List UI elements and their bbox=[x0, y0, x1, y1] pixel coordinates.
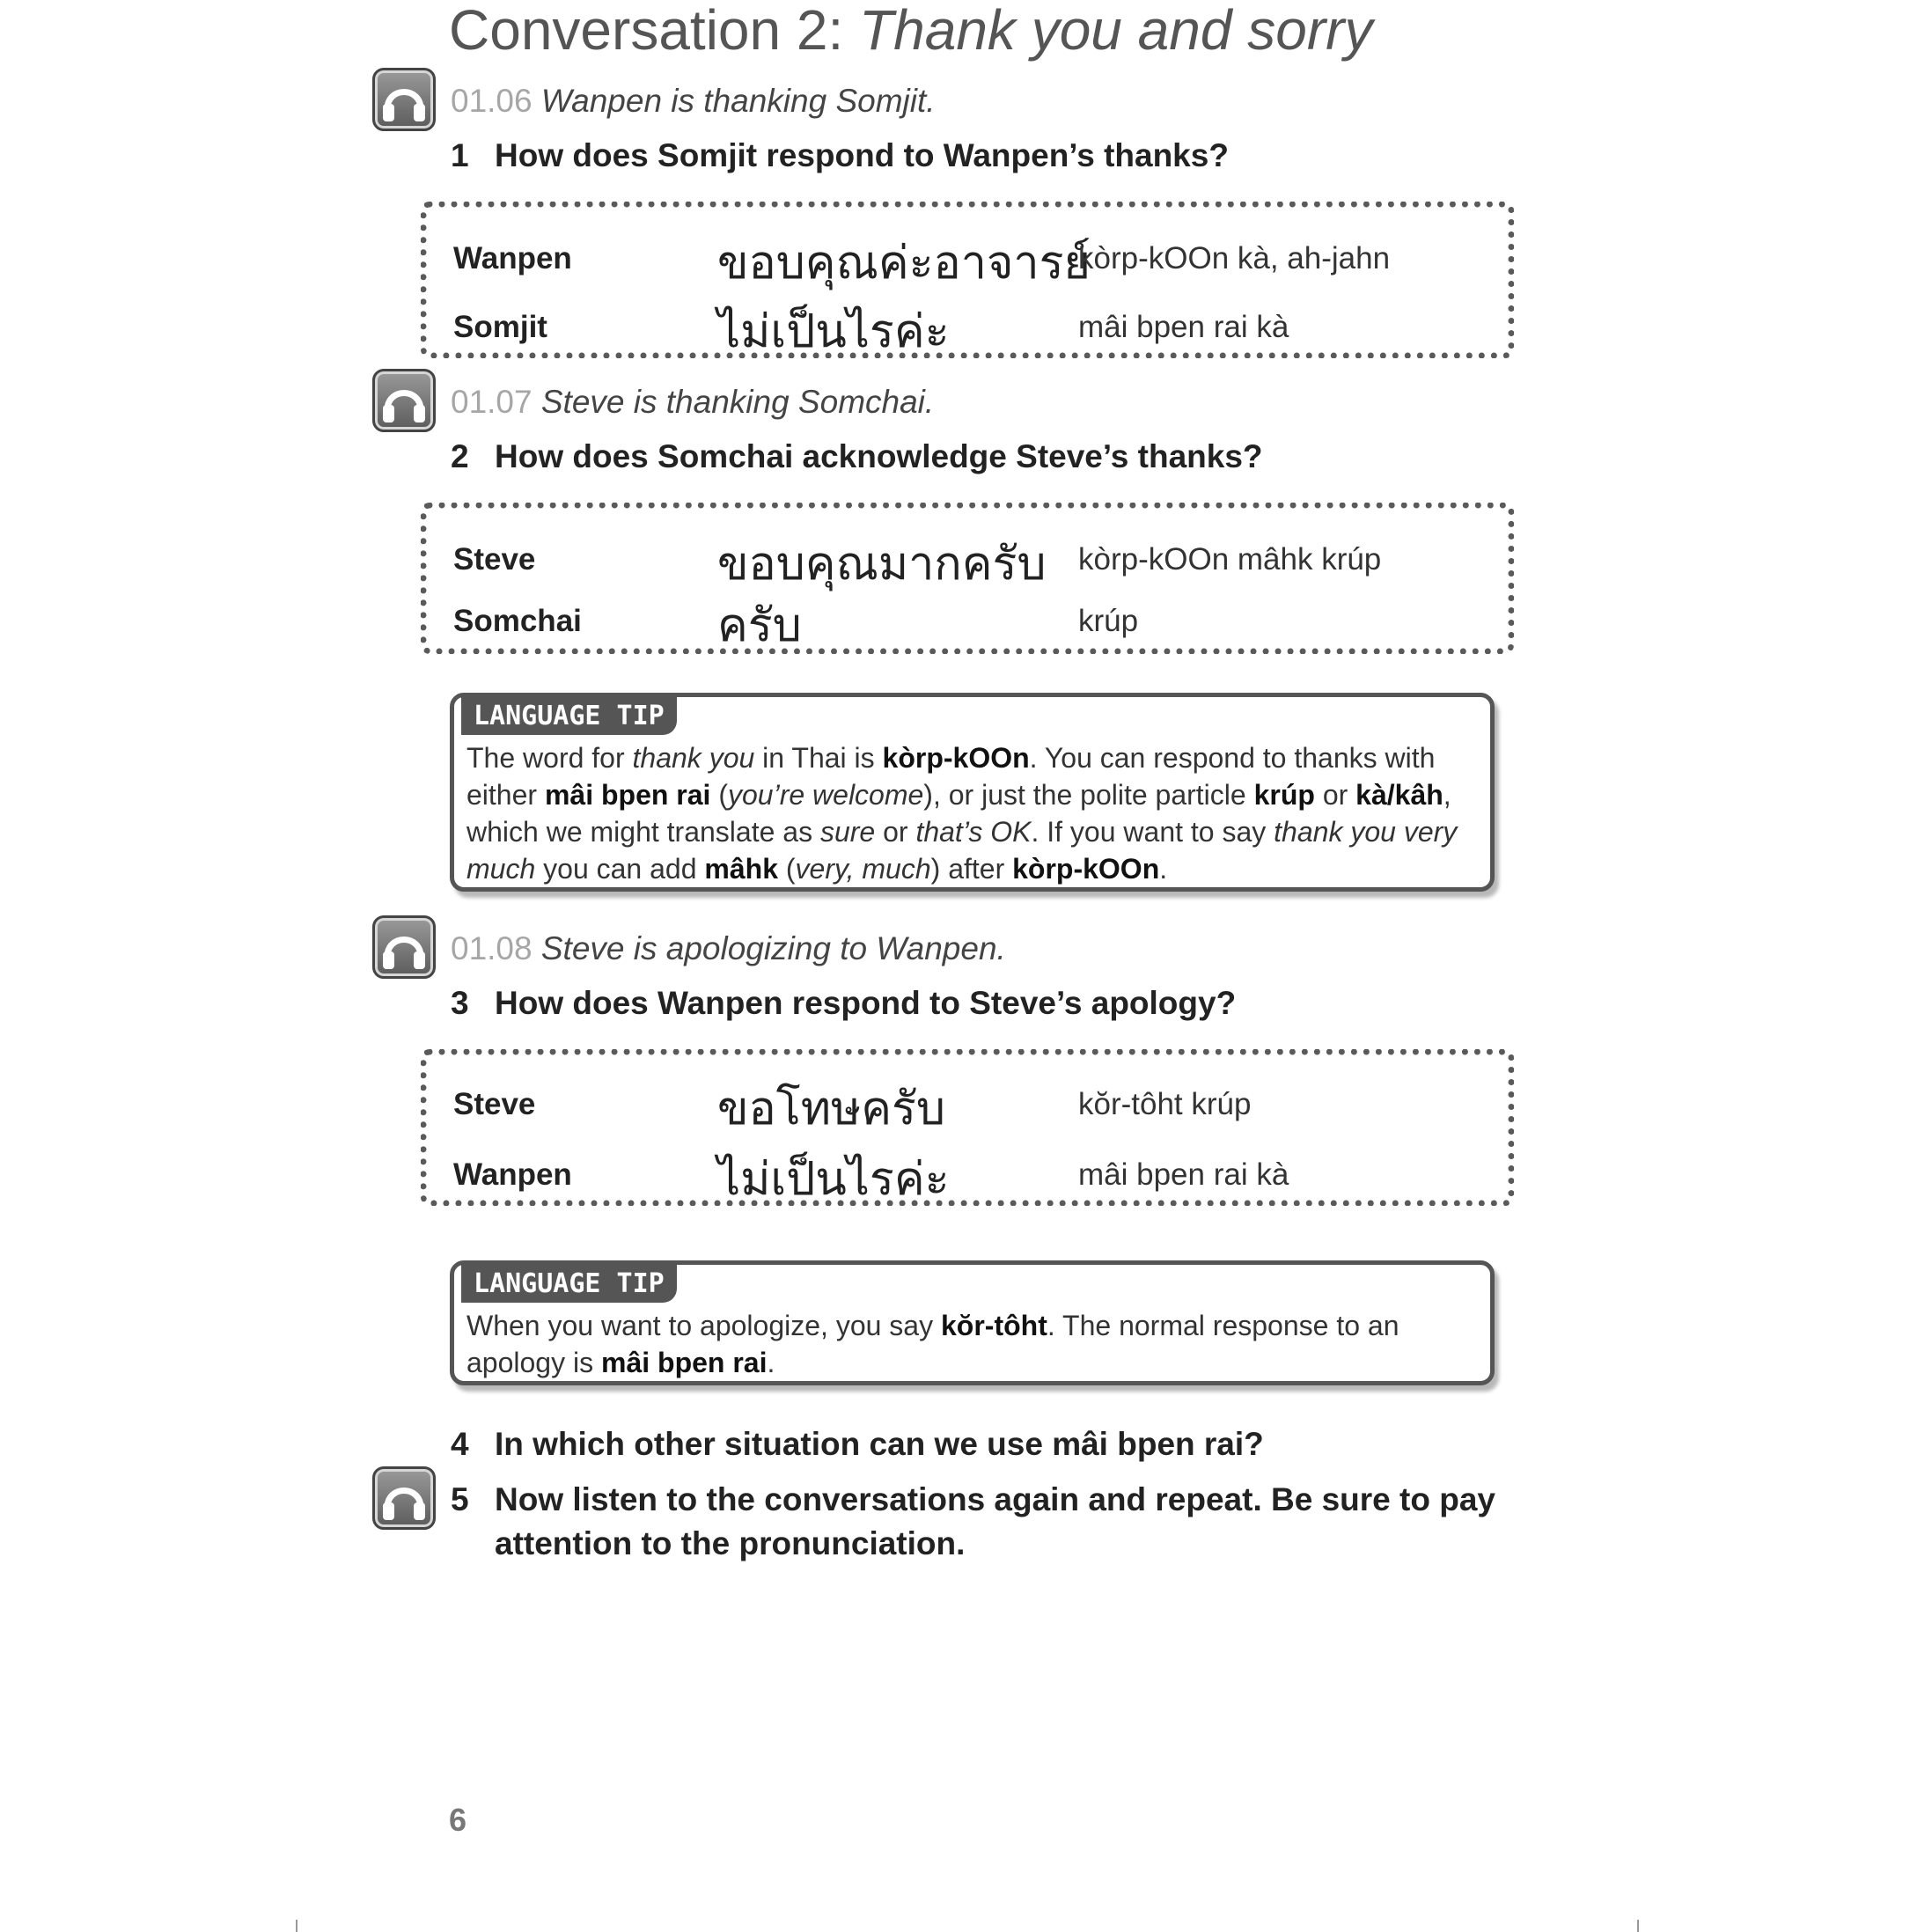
question-1 bbox=[451, 136, 1229, 176]
language-tip-box bbox=[450, 693, 1495, 892]
romanization: mâi bpen rai kà bbox=[1078, 1157, 1289, 1192]
page-title bbox=[449, 0, 1372, 65]
tip-gloss: that’s OK bbox=[915, 816, 1032, 848]
speaker-name: Wanpen bbox=[453, 241, 572, 275]
question-text: How does Wanpen respond to Steve’s apology? bbox=[495, 985, 1237, 1021]
tip-term: kòrp-kOOn bbox=[882, 742, 1030, 774]
dialogue-line bbox=[427, 525, 1508, 591]
tip-segment: . If you want to say bbox=[1031, 816, 1275, 848]
tip-gloss: thank you bbox=[632, 742, 755, 774]
tip-text bbox=[466, 739, 1471, 887]
question-text: How does Somjit respond to Wanpen’s thanks? bbox=[495, 137, 1229, 173]
dialogue-line bbox=[427, 292, 1508, 358]
headphones-icon[interactable] bbox=[372, 369, 436, 432]
tip-segment: . bbox=[767, 1347, 775, 1378]
question-5-continued bbox=[495, 1524, 965, 1564]
dialogue-line bbox=[427, 1069, 1508, 1135]
dialogue-line bbox=[427, 224, 1508, 290]
tip-term: krúp bbox=[1253, 779, 1315, 811]
tip-segment: or bbox=[1314, 779, 1356, 811]
tip-gloss: sure bbox=[819, 816, 876, 848]
dialogue-box bbox=[421, 503, 1514, 654]
headphones-icon[interactable] bbox=[372, 1466, 436, 1530]
tip-segment: you can add bbox=[535, 853, 705, 885]
question-text: How does Somchai acknowledge Steve’s thanks? bbox=[495, 438, 1263, 474]
tip-segment: ( bbox=[777, 853, 796, 885]
tip-term: kŏr-tôht bbox=[940, 1310, 1047, 1341]
track-number: 01.07 bbox=[451, 384, 533, 420]
track-description: Wanpen is thanking Somjit. bbox=[540, 83, 936, 119]
tip-segment: . The normal response to an apology is bbox=[466, 1310, 1399, 1378]
track-number: 01.08 bbox=[451, 930, 533, 966]
question-3 bbox=[451, 983, 1236, 1024]
track-label bbox=[451, 383, 934, 422]
headphones-icon[interactable] bbox=[372, 915, 436, 979]
track-number: 01.06 bbox=[451, 83, 533, 119]
tip-segment: The word for bbox=[466, 742, 633, 774]
language-tip-box bbox=[450, 1260, 1495, 1385]
tip-segment: . You can respond to thanks with either bbox=[466, 742, 1436, 811]
question-text: attention to the pronunciation. bbox=[495, 1525, 966, 1561]
romanization: krúp bbox=[1078, 604, 1139, 638]
thai-text: ขอบคุณมากครับ bbox=[717, 538, 1047, 591]
tip-term: kòrp-kOOn bbox=[1012, 853, 1160, 885]
speaker-name: Steve bbox=[453, 542, 536, 577]
thai-text: ไม่เป็นไรค่ะ bbox=[717, 305, 950, 358]
tip-segment: ), or just the polite particle bbox=[923, 779, 1254, 811]
dialogue-box bbox=[421, 202, 1514, 358]
crop-mark bbox=[296, 1920, 298, 1932]
tip-gloss: you’re welcome bbox=[727, 779, 924, 811]
track-description: Steve is apologizing to Wanpen. bbox=[540, 930, 1006, 966]
title-italic: Thank you and sorry bbox=[859, 0, 1373, 62]
question-4 bbox=[451, 1424, 1264, 1465]
tip-segment: . bbox=[1159, 853, 1168, 885]
thai-text: ครับ bbox=[717, 599, 802, 652]
dialogue-line bbox=[427, 1140, 1508, 1206]
question-text: Now listen to the conversations again and repeat. Be sure to pay bbox=[495, 1481, 1495, 1517]
tip-label: LANGUAGE TIP bbox=[461, 1265, 677, 1303]
question-number: 1 bbox=[451, 137, 469, 173]
tip-gloss: thank you very much bbox=[466, 816, 1458, 885]
crop-mark bbox=[1637, 1920, 1639, 1932]
thai-text: ขอบคุณค่ะอาจารย์ bbox=[717, 237, 1091, 290]
romanization: kòrp-kOOn mâhk krúp bbox=[1078, 542, 1382, 577]
tip-segment: in Thai is bbox=[754, 742, 883, 774]
track-label bbox=[451, 82, 936, 121]
question-text: In which other situation can we use mâi bpen rai? bbox=[495, 1426, 1264, 1462]
tip-segment: , which we might translate as bbox=[466, 779, 1451, 848]
tip-label: LANGUAGE TIP bbox=[461, 697, 677, 735]
question-2 bbox=[451, 437, 1263, 477]
question-number: 5 bbox=[451, 1481, 469, 1517]
thai-text: ไม่เป็นไรค่ะ bbox=[717, 1153, 950, 1206]
question-number: 4 bbox=[451, 1426, 469, 1462]
tip-segment: ( bbox=[710, 779, 728, 811]
tip-term: mâi bpen rai bbox=[544, 779, 711, 811]
speaker-name: Wanpen bbox=[453, 1157, 572, 1192]
tip-term: mâi bpen rai bbox=[600, 1347, 768, 1378]
tip-text bbox=[466, 1307, 1471, 1381]
tip-term: kà/kâh bbox=[1355, 779, 1443, 811]
title-main: Conversation 2: bbox=[449, 0, 860, 62]
dialogue-line bbox=[427, 586, 1508, 652]
tip-segment: ) after bbox=[930, 853, 1013, 885]
question-5 bbox=[451, 1480, 1495, 1520]
question-number: 3 bbox=[451, 985, 469, 1021]
romanization: kòrp-kOOn kà, ah-jahn bbox=[1078, 241, 1391, 275]
speaker-name: Steve bbox=[453, 1087, 536, 1121]
speaker-name: Somchai bbox=[453, 604, 582, 638]
tip-segment: When you want to apologize, you say bbox=[466, 1310, 941, 1341]
headphones-icon[interactable] bbox=[372, 68, 436, 131]
tip-term: mâhk bbox=[704, 853, 778, 885]
page-number: 6 bbox=[449, 1802, 467, 1838]
track-description: Steve is thanking Somchai. bbox=[540, 384, 935, 420]
tip-gloss: very, much bbox=[795, 853, 931, 885]
tip-segment: or bbox=[875, 816, 916, 848]
romanization: mâi bpen rai kà bbox=[1078, 310, 1289, 344]
question-number: 2 bbox=[451, 438, 469, 474]
romanization: kŏr-tôht krúp bbox=[1078, 1087, 1252, 1121]
speaker-name: Somjit bbox=[453, 310, 547, 344]
thai-text: ขอโทษครับ bbox=[717, 1083, 945, 1135]
dialogue-box bbox=[421, 1049, 1514, 1206]
track-label bbox=[451, 929, 1006, 968]
